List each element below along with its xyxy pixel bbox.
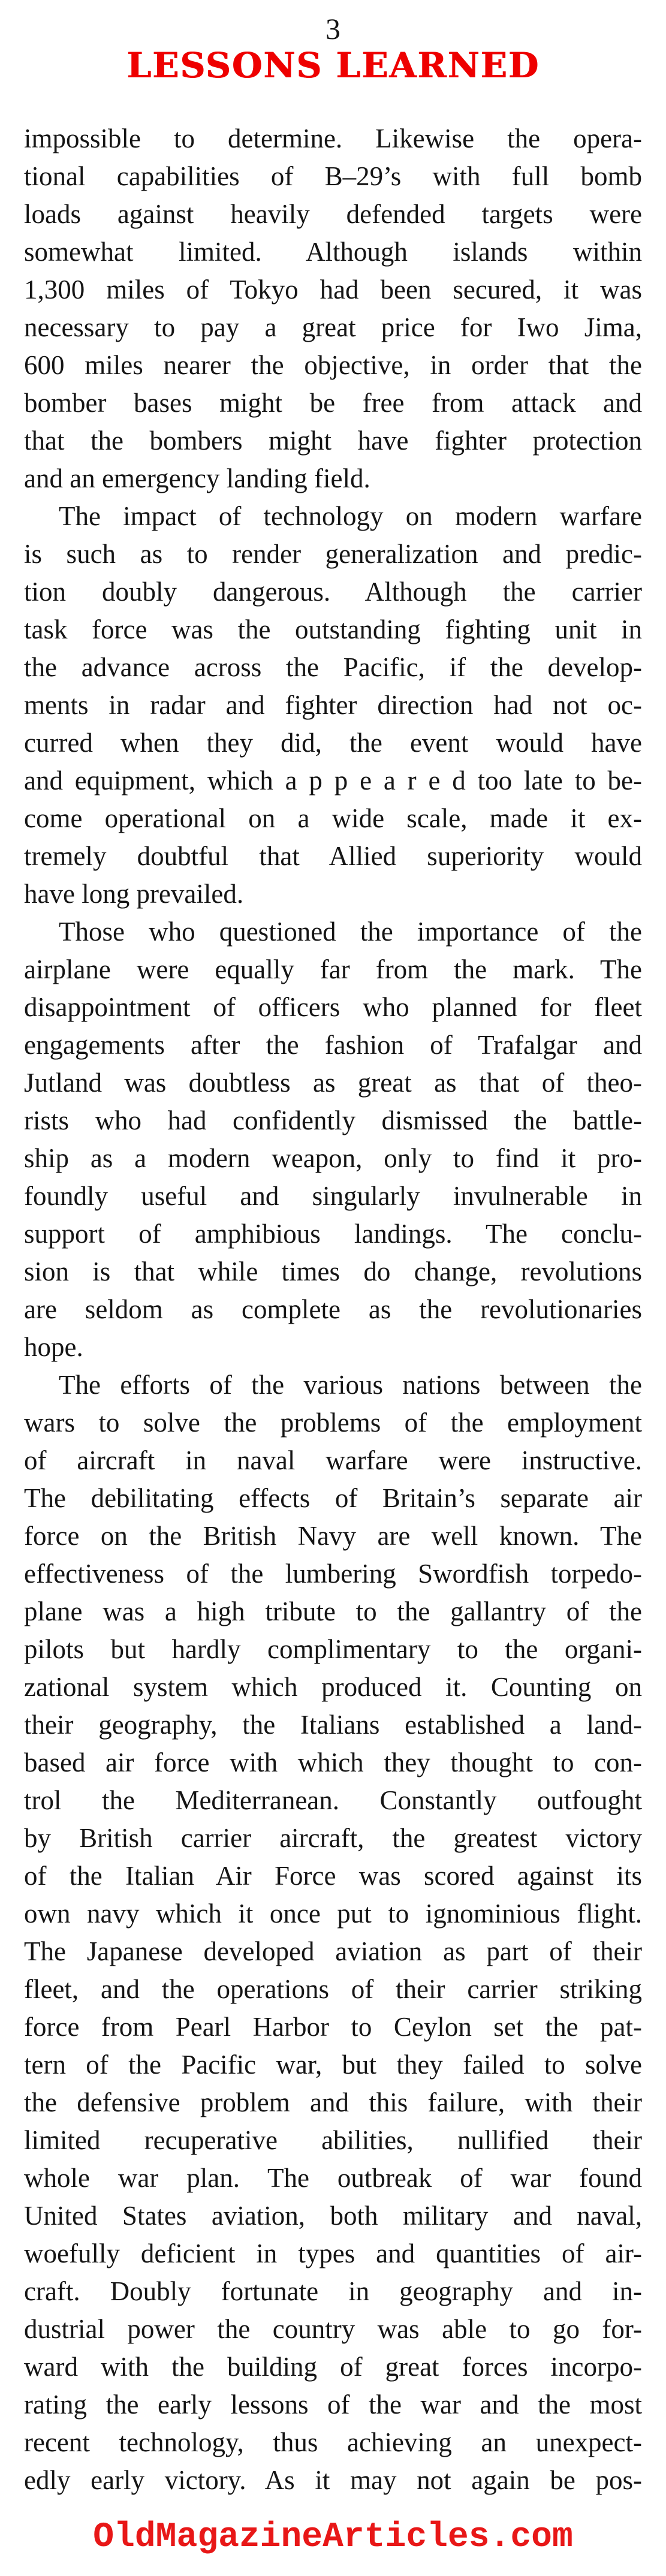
text-line: impossible to determine. Likewise the opera-	[24, 123, 642, 153]
text-line: of the Italian Air Force was scored against its	[24, 1861, 642, 1891]
text-line: wars to solve the problems of the employment	[24, 1408, 642, 1438]
text-line: disappointment of officers who planned for fleet	[24, 992, 642, 1022]
text-line: own navy which it once put to ignominious flight.	[24, 1899, 642, 1929]
text-line: ments in radar and fighter direction had not oc-	[24, 690, 642, 720]
text-line: and equipment, which a p p e a r e d too late to be-	[24, 766, 642, 796]
text-line: limited recuperative abilities, nullified their	[24, 2125, 642, 2155]
text-line: is such as to render generalization and predic-	[24, 539, 642, 569]
text-line: and an emergency landing field.	[24, 463, 370, 493]
text-line: are seldom as complete as the revolutionaries	[24, 1294, 642, 1324]
text-line: tional capabilities of B–29’s with full bomb	[24, 161, 642, 191]
text-line: Those who questioned the importance of the	[59, 917, 642, 947]
article-body	[24, 120, 642, 2499]
text-line: 1,300 miles of Tokyo had been secured, it was	[24, 275, 642, 305]
text-line: their geography, the Italians established a land-	[24, 1710, 642, 1740]
text-line: foundly useful and singularly invulnerable in	[24, 1181, 642, 1211]
text-line: fleet, and the operations of their carrier striking	[24, 1974, 642, 2004]
text-line: United States aviation, both military and naval,	[24, 2201, 642, 2231]
text-line: engagements after the fashion of Trafalgar and	[24, 1030, 642, 1060]
text-line: effectiveness of the lumbering Swordfish torpedo-	[24, 1559, 642, 1589]
text-line: rating the early lessons of the war and the most	[24, 2390, 642, 2420]
text-line: zational system which produced it. Counting on	[24, 1672, 642, 1702]
text-line: hope.	[24, 1332, 83, 1362]
text-line: the advance across the Pacific, if the develop-	[24, 652, 642, 682]
text-line: 600 miles nearer the objective, in order that the	[24, 350, 642, 380]
text-line: craft. Doubly fortunate in geography and in-	[24, 2276, 642, 2306]
text-line: dustrial power the country was able to go for-	[24, 2314, 642, 2344]
text-line: trol the Mediterranean. Constantly outfought	[24, 1785, 642, 1815]
text-line: have long prevailed.	[24, 879, 244, 909]
text-line: The efforts of the various nations between the	[59, 1370, 642, 1400]
text-line: edly early victory. As it may not again be pos-	[24, 2465, 642, 2495]
text-line: The impact of technology on modern warfare	[59, 501, 642, 531]
text-line: support of amphibious landings. The conclu-	[24, 1219, 642, 1249]
article-title: LESSONS LEARNED	[126, 45, 540, 86]
text-line: pilots but hardly complimentary to the organi-	[24, 1634, 642, 1664]
text-line: force from Pearl Harbor to Ceylon set the pat-	[24, 2012, 642, 2042]
text-line: plane was a high tribute to the gallantry of the	[24, 1596, 642, 1626]
text-line: by British carrier aircraft, the greatest victory	[24, 1823, 642, 1853]
text-line: bomber bases might be free from attack and	[24, 388, 642, 418]
text-line: that the bombers might have fighter protection	[24, 426, 642, 456]
text-line: sion is that while times do change, revolutions	[24, 1257, 642, 1287]
text-line: necessary to pay a great price for Iwo Jima,	[24, 312, 642, 342]
text-line: somewhat limited. Although islands within	[24, 237, 642, 267]
text-line: The debilitating effects of Britain’s separate air	[24, 1483, 642, 1513]
text-line: woefully deficient in types and quantities of air-	[24, 2238, 642, 2268]
text-line: tion doubly dangerous. Although the carrier	[24, 577, 642, 607]
text-line: the defensive problem and this failure, with their	[24, 2087, 642, 2117]
text-line: force on the British Navy are well known. The	[24, 1521, 642, 1551]
text-line: task force was the outstanding fighting unit in	[24, 614, 642, 644]
text-line: rists who had confidently dismissed the battle-	[24, 1105, 642, 1135]
text-line: The Japanese developed aviation as part of their	[24, 1936, 642, 1966]
text-line: tern of the Pacific war, but they failed to solve	[24, 2050, 642, 2080]
text-line: ship as a modern weapon, only to find it pro-	[24, 1143, 642, 1173]
text-line: Jutland was doubtless as great as that of theo-	[24, 1068, 642, 1098]
text-line: tremely doubtful that Allied superiority would	[24, 841, 642, 871]
text-line: loads against heavily defended targets were	[24, 199, 642, 229]
page-number: 3	[326, 12, 340, 46]
text-line: ward with the building of great forces incorpo-	[24, 2352, 642, 2382]
text-line: come operational on a wide scale, made it ex-	[24, 803, 642, 833]
text-line: recent technology, thus achieving an unexpect-	[24, 2427, 642, 2457]
text-line: curred when they did, the event would have	[24, 728, 642, 758]
text-line: whole war plan. The outbreak of war found	[24, 2163, 642, 2193]
text-line: based air force with which they thought to con-	[24, 1748, 642, 1777]
text-line: airplane were equally far from the mark. The	[24, 954, 642, 984]
watermark-text: OldMagazineArticles.com	[93, 2518, 573, 2557]
text-line: of aircraft in naval warfare were instructive.	[24, 1445, 642, 1475]
